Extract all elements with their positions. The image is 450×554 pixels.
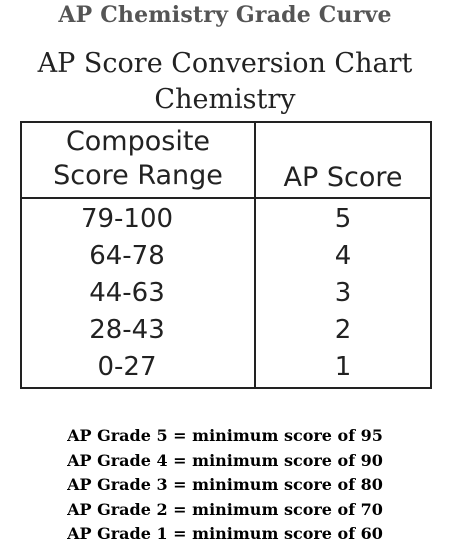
grade-minimum-line: AP Grade 2 = minimum score of 70 — [67, 499, 383, 519]
column-header-score-range-line1: Composite — [65, 126, 211, 157]
ap-score-cell: 5 — [334, 204, 352, 234]
table-row — [22, 349, 430, 386]
grade-minimum-line: AP Grade 4 = minimum score of 90 — [67, 450, 383, 470]
column-header-score-range — [22, 125, 254, 193]
score-range-cell: 28-43 — [89, 315, 165, 345]
score-range-cell: 79-100 — [80, 204, 174, 234]
table-row — [22, 275, 430, 312]
table-row — [22, 312, 430, 349]
chart-heading: AP Score Conversion Chart — [37, 48, 413, 79]
grade-minimum-line: AP Grade 5 = minimum score of 95 — [67, 426, 383, 445]
table-row — [22, 238, 430, 275]
column-header-score-range-line2: Score Range — [53, 160, 223, 191]
column-header-ap-score: AP Score — [283, 162, 403, 193]
grade-minimums-list — [0, 424, 450, 547]
grade-minimum-line: AP Grade 3 = minimum score of 80 — [67, 475, 383, 494]
page-title: AP Chemistry Grade Curve — [58, 2, 392, 28]
grade-minimum-line: AP Grade 1 = minimum score of 60 — [67, 524, 383, 543]
table-body — [22, 201, 430, 386]
ap-score-cell: 3 — [334, 278, 352, 308]
score-conversion-table — [20, 121, 432, 389]
ap-score-cell: 4 — [334, 241, 352, 271]
score-range-cell: 0-27 — [97, 352, 157, 382]
ap-score-cell: 1 — [334, 352, 352, 382]
score-range-cell: 44-63 — [89, 278, 165, 308]
table-row — [22, 201, 430, 238]
chart-subheading: Chemistry — [154, 84, 296, 115]
score-range-cell: 64-78 — [89, 241, 165, 271]
header-divider — [22, 197, 430, 199]
ap-score-cell: 2 — [334, 315, 352, 345]
